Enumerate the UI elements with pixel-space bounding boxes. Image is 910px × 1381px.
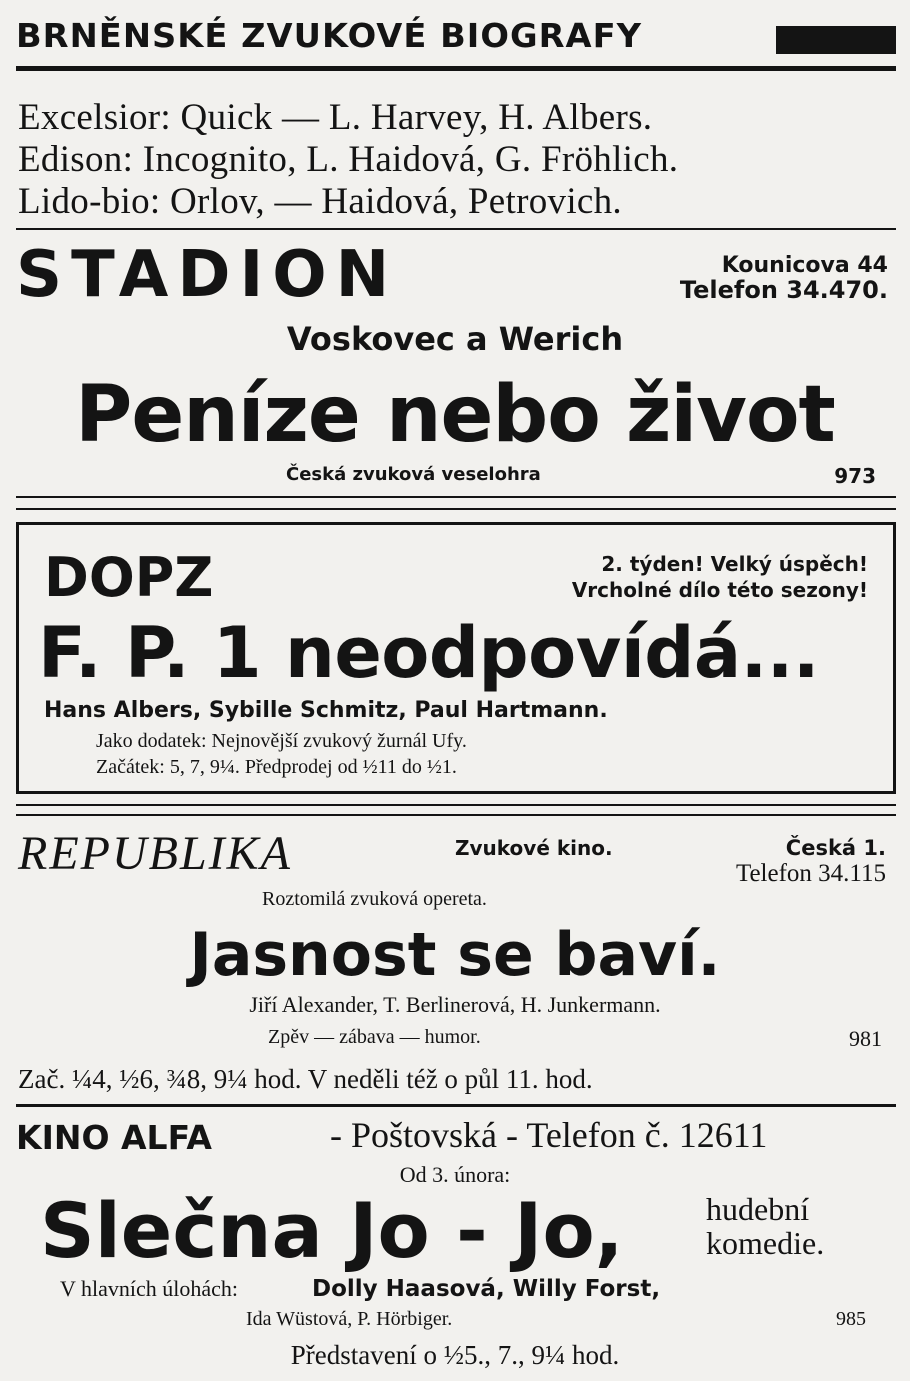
alfa-genre-line-2: komedie. [706, 1225, 825, 1261]
alfa-code: 985 [836, 1308, 866, 1330]
republika-address: Česká 1. [785, 836, 886, 860]
republika-motto: Zpěv — zábava — humor. [268, 1026, 481, 1048]
alfa-genre-block [706, 1192, 824, 1260]
divider [16, 1104, 896, 1107]
republika-cast: Jiří Alexander, T. Berlinerová, H. Junkermann. [249, 992, 661, 1017]
alfa-genre-line-1: hudební [706, 1191, 810, 1227]
alfa-more-cast: Ida Wüstová, P. Hörbiger. [246, 1308, 453, 1330]
republika-film-title: Jasnost se baví. [189, 920, 721, 990]
header-badge [776, 26, 896, 54]
dopz-cast: Hans Albers, Sybille Schmitz, Paul Hartmann. [44, 698, 608, 723]
page-title: BRNĚNSKÉ ZVUKOVÉ BIOGRAFY [16, 16, 643, 55]
alfa-address: - Poštovská - Telefon č. 12611 [330, 1115, 768, 1155]
divider [16, 814, 896, 816]
divider [16, 508, 896, 510]
dopz-note-week: 2. týden! Velký úspěch! [601, 552, 868, 576]
stadion-address-block [680, 254, 888, 302]
dopz-note-season: Vrcholné dílo této sezony! [571, 578, 868, 602]
stadion-name: STADION [16, 238, 399, 312]
dopz-name: DOPZ [44, 546, 214, 609]
alfa-date: Od 3. února: [399, 1162, 511, 1187]
dopz-film-title: F. P. 1 neodpovídá... [38, 612, 819, 694]
listing-lido-bio: Lido-bio: Orlov, — Haidová, Petrovich. [18, 181, 622, 222]
republika-name: REPUBLIKA [18, 827, 292, 880]
divider [16, 496, 896, 498]
divider [16, 228, 896, 230]
dopz-times: Začátek: 5, 7, 9¼. Předprodej od ½11 do ½1. [96, 756, 457, 778]
republika-code: 981 [849, 1026, 882, 1051]
alfa-roles-label: V hlavních úlohách: [60, 1276, 238, 1301]
header-rule [16, 66, 896, 71]
stadion-code: 973 [834, 464, 876, 488]
stadion-address: Kounicova 44 [721, 253, 888, 278]
alfa-times: Představení o ½5., 7., 9¼ hod. [290, 1340, 620, 1370]
listing-edison: Edison: Incognito, L. Haidová, G. Fröhlich. [18, 139, 679, 180]
stadion-artists: Voskovec a Werich [286, 320, 624, 358]
divider [16, 804, 896, 806]
republika-genre: Roztomilá zvuková opereta. [262, 888, 487, 910]
republika-phone: Telefon 34.115 [735, 860, 886, 887]
alfa-name: KINO ALFA [16, 1118, 212, 1157]
dopz-extra: Jako dodatek: Nejnovější zvukový žurnál Ufy. [96, 730, 467, 752]
stadion-phone: Telefon 34.470. [679, 276, 888, 304]
alfa-roles-stars: Dolly Haasová, Willy Forst, [312, 1276, 661, 1302]
republika-times: Zač. ¼4, ½6, ¾8, 9¼ hod. V neděli též o půl 11. hod. [18, 1064, 593, 1094]
republika-kind: Zvukové kino. [455, 836, 613, 860]
alfa-film-title: Slečna Jo - Jo, [40, 1186, 624, 1275]
stadion-genre: Česká zvuková veselohra [286, 464, 541, 485]
listing-excelsior: Excelsior: Quick — L. Harvey, H. Albers. [18, 97, 653, 138]
stadion-film-title: Peníze nebo život [75, 370, 835, 460]
